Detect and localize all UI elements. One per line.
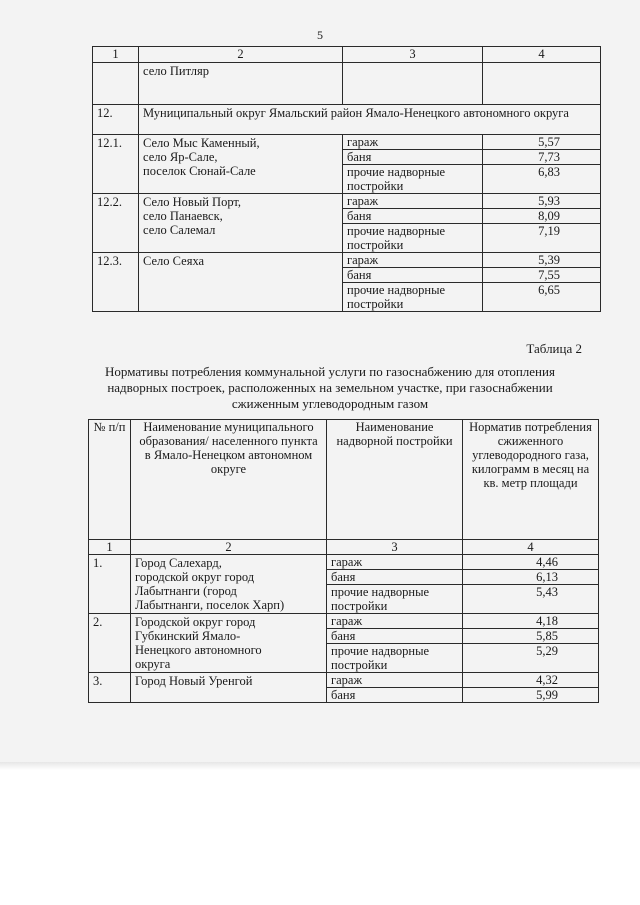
- table-row: [89, 673, 599, 688]
- row-number-cell: 12.1.: [93, 135, 139, 194]
- settlement-line: округа: [135, 657, 171, 671]
- table-2-header-row: [89, 420, 599, 540]
- row-number-cell: 12.: [93, 105, 139, 135]
- settlement-name-cell: [139, 135, 343, 194]
- column-number-cell: 3: [327, 540, 463, 555]
- column-number-cell: 1: [93, 47, 139, 63]
- table-1: [92, 46, 601, 312]
- settlement-line: Город Новый Уренгой: [135, 674, 253, 688]
- row-number-cell: 12.2.: [93, 194, 139, 253]
- row-number-cell: 1.: [89, 555, 131, 614]
- norm-value-cell: 5,39: [483, 253, 601, 268]
- column-number-cell: 4: [483, 47, 601, 63]
- section-name-cell: Муниципальный округ Ямальский район Ямало-Ненецкого автономного округа: [139, 105, 601, 135]
- building-type-cell: прочие надворные постройки: [327, 644, 463, 673]
- norm-value-cell: 5,93: [483, 194, 601, 209]
- settlement-line: Село Сеяха: [143, 254, 205, 268]
- settlement-name-cell: [131, 555, 327, 614]
- norm-value-cell: 5,99: [463, 688, 599, 703]
- building-type-cell: гараж: [343, 194, 483, 209]
- norm-value-cell: 5,29: [463, 644, 599, 673]
- norm-value-cell: 5,43: [463, 585, 599, 614]
- page-number: 5: [317, 28, 323, 42]
- settlement-name-cell: [131, 614, 327, 673]
- page-edge: [0, 762, 640, 770]
- column-number-cell: 2: [139, 47, 343, 63]
- table-row: [89, 555, 599, 570]
- table-row: [93, 253, 601, 268]
- norm-value-cell: 6,13: [463, 570, 599, 585]
- column-header-cell: № п/п: [89, 420, 131, 540]
- building-type-cell: баня: [327, 570, 463, 585]
- table-2: [88, 419, 599, 703]
- building-type-cell: баня: [343, 268, 483, 283]
- table-2-caption: Нормативы потребления коммунальной услуги по газоснабжению для отопления надворных построек, расположенных на земельном участке, при газоснабжении сжиженным углеводородным газом: [105, 364, 555, 411]
- building-type-cell: прочие надворные постройки: [343, 283, 483, 312]
- building-type-cell: гараж: [343, 253, 483, 268]
- settlement-line: Губкинский Ямало-: [135, 629, 241, 643]
- settlement-line: Ненецкого автономного: [135, 643, 262, 657]
- settlement-line: Село Мыс Каменный,: [143, 136, 260, 150]
- row-number-cell: 2.: [89, 614, 131, 673]
- norm-value-cell: 6,83: [483, 165, 601, 194]
- settlement-line: Лабытнанги (город: [135, 584, 237, 598]
- building-type-cell: баня: [327, 688, 463, 703]
- building-type-cell: гараж: [327, 673, 463, 688]
- settlement-name-cell: [131, 673, 327, 703]
- settlement-name-cell: [139, 253, 343, 312]
- norm-value-cell: 7,55: [483, 268, 601, 283]
- norm-value-cell: 7,19: [483, 224, 601, 253]
- column-header-cell: Наименование надворной постройки: [327, 420, 463, 540]
- table-1-header-row: [93, 47, 601, 63]
- table-2-label: Таблица 2: [526, 341, 582, 356]
- norm-value-cell: 4,46: [463, 555, 599, 570]
- table-row: [93, 63, 601, 105]
- section-row: [93, 105, 601, 135]
- row-number-cell: 12.3.: [93, 253, 139, 312]
- column-header-cell: Норматив потребления сжиженного углеводородного газа, килограмм в месяц на кв. метр площади: [463, 420, 599, 540]
- norm-value-cell: 5,57: [483, 135, 601, 150]
- norm-value-cell: 7,73: [483, 150, 601, 165]
- building-type-cell: гараж: [327, 555, 463, 570]
- table-row: [89, 614, 599, 629]
- norm-value-cell: 4,18: [463, 614, 599, 629]
- table-row: [93, 194, 601, 209]
- row-number-cell: 3.: [89, 673, 131, 703]
- building-type-cell: баня: [327, 629, 463, 644]
- norm-value-cell: 4,32: [463, 673, 599, 688]
- settlement-line: городской округ город: [135, 570, 255, 584]
- building-type-cell: баня: [343, 150, 483, 165]
- norm-value-cell: 5,85: [463, 629, 599, 644]
- column-header-cell: Наименование муниципального образования/ населенного пункта в Ямало-Ненецком автономном округе: [131, 420, 327, 540]
- norm-value-cell: 8,09: [483, 209, 601, 224]
- column-number-cell: 3: [343, 47, 483, 63]
- building-type-cell: прочие надворные постройки: [343, 165, 483, 194]
- settlement-line: поселок Сюнай-Сале: [143, 164, 256, 178]
- settlement-line: Лабытнанги, поселок Харп): [135, 598, 285, 612]
- building-type-cell: прочие надворные постройки: [327, 585, 463, 614]
- settlement-line: Город Салехард,: [135, 556, 222, 570]
- settlement-line: Село Новый Порт,: [143, 195, 242, 209]
- settlement-name-cell: село Питляр: [139, 63, 343, 105]
- settlement-line: село Панаевск,: [143, 209, 223, 223]
- column-number-cell: 1: [89, 540, 131, 555]
- column-number-cell: 4: [463, 540, 599, 555]
- table-row: [93, 135, 601, 150]
- building-type-cell: гараж: [327, 614, 463, 629]
- table-2-numbers-row: [89, 540, 599, 555]
- settlement-line: Городской округ город: [135, 615, 256, 629]
- building-type-cell: гараж: [343, 135, 483, 150]
- settlement-line: село Салемал: [143, 223, 216, 237]
- settlement-name-cell: [139, 194, 343, 253]
- norm-value-cell: 6,65: [483, 283, 601, 312]
- column-number-cell: 2: [131, 540, 327, 555]
- building-type-cell: прочие надворные постройки: [343, 224, 483, 253]
- building-type-cell: баня: [343, 209, 483, 224]
- settlement-line: село Яр-Сале,: [143, 150, 218, 164]
